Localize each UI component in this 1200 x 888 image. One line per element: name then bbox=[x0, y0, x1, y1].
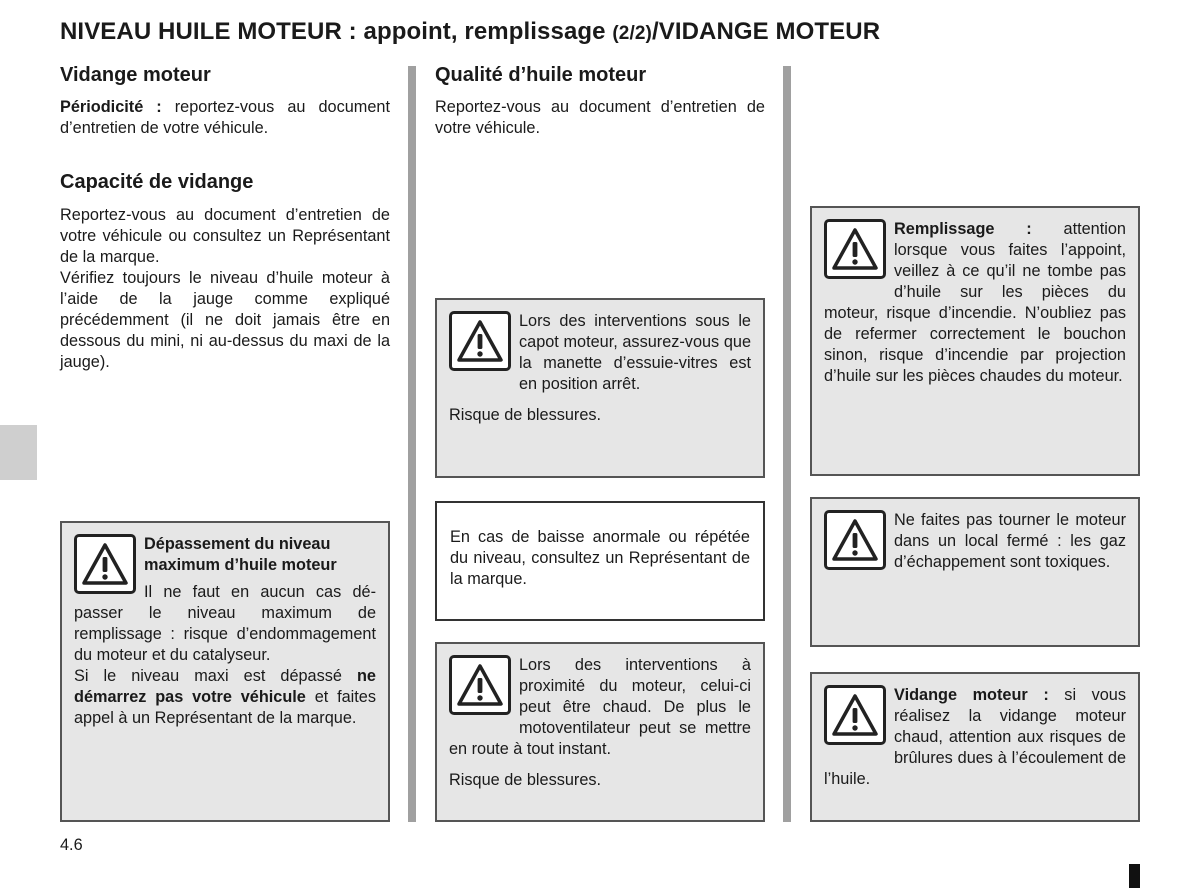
warning-triangle-icon bbox=[824, 510, 886, 570]
warning-triangle-icon bbox=[74, 534, 136, 594]
exhaust-warning-text: Ne faites pas tourner le moteur dans un local fermé : les gaz d’échappement sont toxiques. bbox=[894, 511, 1126, 571]
warning-box-exhaust bbox=[810, 497, 1140, 647]
filling-label: Remplissage : bbox=[894, 220, 1032, 238]
warning-triangle-icon bbox=[824, 685, 886, 745]
warning-box-wiper bbox=[435, 298, 765, 478]
warning-triangle-icon bbox=[824, 219, 886, 279]
page-number: 4.6 bbox=[60, 836, 83, 854]
page-corner-mark bbox=[1129, 864, 1140, 888]
title-fraction: (2/2) bbox=[612, 23, 652, 44]
overfill-paragraph-1: Il ne faut en aucun cas dépasser le niveau maximum de remplissage : risque d’endommagement du moteur et du catalyseur. bbox=[74, 583, 376, 664]
periodicite-label: Périodicité : bbox=[60, 98, 162, 116]
title-tail: /VIDANGE MOTEUR bbox=[651, 18, 881, 45]
abnormal-drop-text: En cas de baisse anormale ou répétée du niveau, consultez un Représentant de la marque. bbox=[450, 528, 750, 588]
warning-box-overfill bbox=[60, 521, 390, 822]
qualite-heading: Qualité d’huile moteur bbox=[435, 64, 647, 86]
wiper-risk-text: Risque de blessures. bbox=[449, 406, 602, 424]
chapter-side-tab bbox=[0, 425, 37, 480]
overfill-title: Dépassement du niveau maximum d’huile moteur bbox=[144, 535, 337, 574]
warning-box-filling bbox=[810, 206, 1140, 476]
wiper-warning-text: Lors des interventions sous le capot moteur, assurez-vous que la manette d’essuie-vitres est en position arrêt. bbox=[519, 312, 751, 393]
oil-change-warning-text: Vidange moteur : si vous réalisez la vidange moteur chaud, attention aux risques de brûlures dues à l’écoulement de l’huile. bbox=[824, 686, 1127, 788]
hot-engine-warning-text: Lors des interventions à proximité du moteur, celui-ci peut être chaud. De plus le motoventilateur peut se mettre en route à tout instant. bbox=[449, 656, 751, 758]
title-main: NIVEAU HUILE MOTEUR : appoint, remplissage bbox=[60, 18, 613, 45]
warning-box-hot-engine bbox=[435, 642, 765, 822]
qualite-paragraph: Reportez-vous au document d’entretien de votre véhicule. bbox=[435, 98, 765, 137]
warning-box-oil-change bbox=[810, 672, 1140, 822]
capacite-text bbox=[60, 205, 390, 373]
capacite-heading: Capacité de vidange bbox=[60, 171, 254, 193]
periodicite-text: reportez-vous au document d’entretien de votre véhicule. bbox=[60, 98, 390, 137]
oil-change-label: Vidange moteur : bbox=[894, 686, 1049, 704]
overfill-paragraph-2: Si le niveau maxi est dépassé ne démarrez pas votre véhicule et faites appel à un Représentant de la marque. bbox=[74, 667, 376, 727]
page-title bbox=[60, 18, 880, 46]
hot-engine-risk-text: Risque de blessures. bbox=[449, 771, 602, 789]
note-box-abnormal-drop bbox=[435, 501, 765, 621]
overfill-emphasis: ne démarrez pas votre véhicule bbox=[74, 667, 376, 706]
column-divider-left bbox=[408, 66, 416, 822]
periodicite-paragraph bbox=[60, 97, 390, 139]
filling-warning-text: Remplissage : attention lorsque vous faites l’appoint, veillez à ce qu’il ne tombe pas d’huile sur les pièces du moteur, risque d’incendie. N’oubliez pas de refermer correctement le bouchon sinon, risque d’incendie par projection d’huile sur les pièces chaudes du moteur. bbox=[824, 220, 1126, 385]
warning-triangle-icon bbox=[449, 655, 511, 715]
capacite-paragraph-2: Vérifiez toujours le niveau d’huile moteur à l’aide de la jauge comme expliqué précédemment (il ne doit jamais être en dessous du mini, ni au-dessus du maxi de la jauge). bbox=[60, 269, 390, 371]
vidange-heading: Vidange moteur bbox=[60, 64, 211, 86]
warning-triangle-icon bbox=[449, 311, 511, 371]
capacite-paragraph-1: Reportez-vous au document d’entretien de votre véhicule ou consultez un Représentant de la marque. bbox=[60, 206, 390, 266]
column-divider-right bbox=[783, 66, 791, 822]
